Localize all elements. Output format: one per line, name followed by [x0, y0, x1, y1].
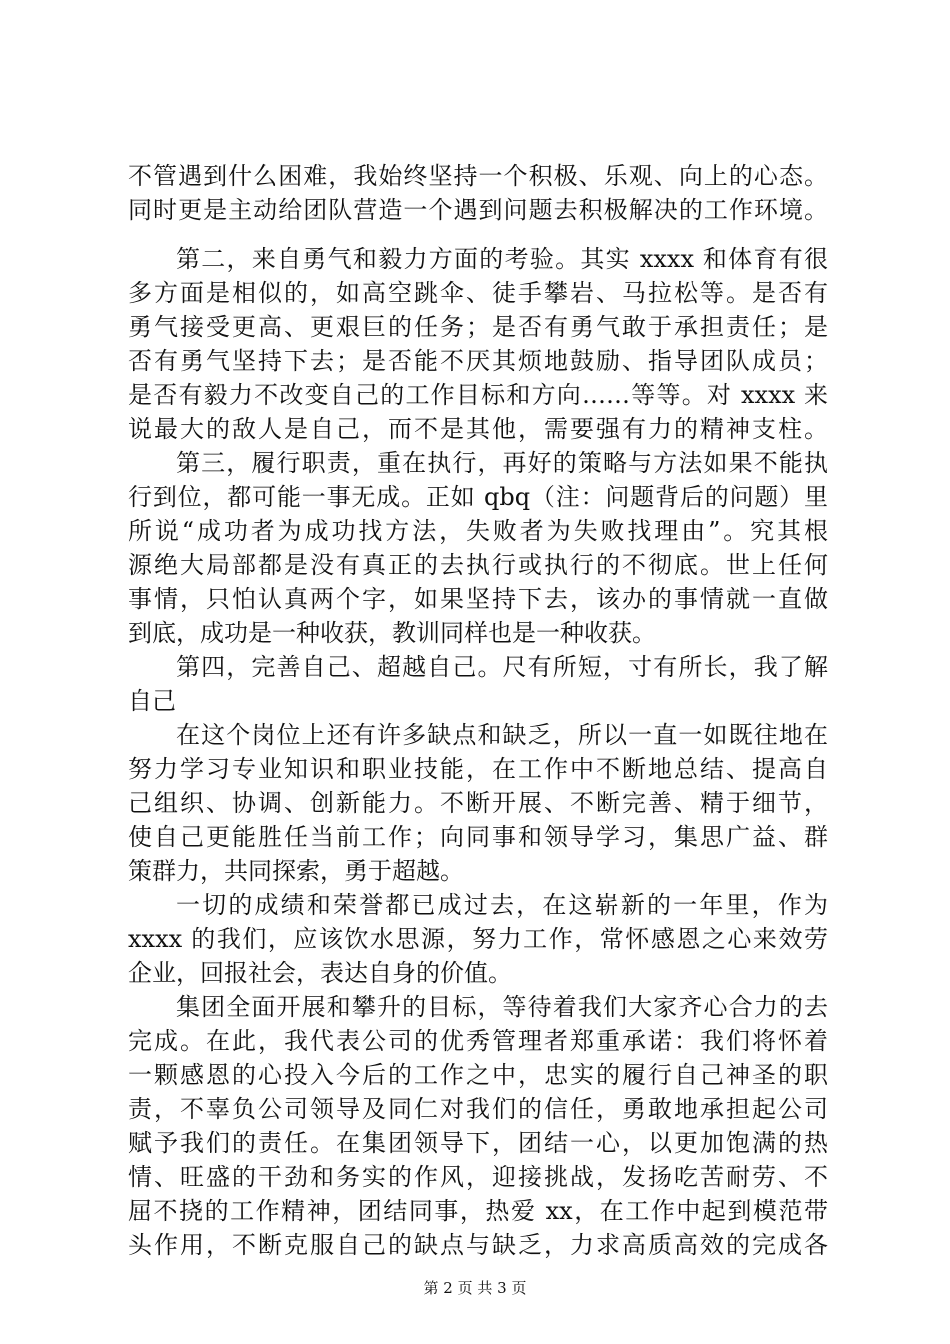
text-line: 说最大的敌人是自己，而不是其他，需要强有力的精神支柱。	[128, 415, 828, 443]
text-line: 第二，来自勇气和毅力方面的考验。其实 xxxx 和体育有很	[176, 245, 828, 273]
text-line: 赋予我们的责任。在集团领导下，团结一心，以更加饱满的热	[128, 1129, 828, 1157]
text-line: 源绝大局部都是没有真正的去执行或执行的不彻底。世上任何	[128, 551, 828, 579]
text-line: 同时更是主动给团队营造一个遇到问题去积极解决的工作环境。	[128, 196, 828, 224]
text-line: 勇气接受更高、更艰巨的任务；是否有勇气敢于承担责任；是	[128, 313, 828, 341]
text-line: 到底，成功是一种收获，教训同样也是一种收获。	[128, 619, 656, 647]
text-line: 所说“成功者为成功找方法，失败者为失败找理由”。究其根	[128, 517, 828, 545]
text-line: 不管遇到什么困难，我始终坚持一个积极、乐观、向上的心态。	[128, 162, 828, 190]
text-line: 是否有毅力不改变自己的工作目标和方向……等等。对 xxxx 来	[128, 381, 828, 409]
text-line: 情、旺盛的干劲和务实的作风，迎接挑战，发扬吃苦耐劳、不	[128, 1163, 828, 1191]
text-line: 屈不挠的工作精神，团结同事，热爱 xx，在工作中起到模范带	[128, 1197, 828, 1225]
text-line: 企业，回报社会，表达自身的价值。	[128, 959, 512, 987]
text-line: 多方面是相似的，如高空跳伞、徒手攀岩、马拉松等。是否有	[128, 279, 828, 307]
text-line: 使自己更能胜任当前工作；向同事和领导学习，集思广益、群	[128, 823, 828, 851]
text-line: 头作用，不断克服自己的缺点与缺乏，力求高质高效的完成各	[128, 1231, 828, 1259]
text-line: 事情，只怕认真两个字，如果坚持下去，该办的事情就一直做	[128, 585, 828, 613]
text-line: 自己	[128, 687, 176, 715]
text-line: 在这个岗位上还有许多缺点和缺乏，所以一直一如既往地在	[176, 721, 828, 749]
text-line: 策群力，共同探索，勇于超越。	[128, 857, 464, 885]
text-line: 一切的成绩和荣誉都已成过去，在这崭新的一年里，作为	[176, 891, 828, 919]
text-line: 第四，完善自己、超越自己。尺有所短，寸有所长，我了解	[176, 653, 828, 681]
text-line: 责，不辜负公司领导及同仁对我们的信任，勇敢地承担起公司	[128, 1095, 828, 1123]
text-line: 否有勇气坚持下去；是否能不厌其烦地鼓励、指导团队成员；	[128, 347, 828, 375]
text-line: 己组织、协调、创新能力。不断开展、不断完善、精于细节，	[128, 789, 828, 817]
text-line: 集团全面开展和攀升的目标，等待着我们大家齐心合力的去	[176, 993, 828, 1021]
text-line: 完成。在此，我代表公司的优秀管理者郑重承诺：我们将怀着	[128, 1027, 828, 1055]
text-line: xxxx 的我们，应该饮水思源，努力工作，常怀感恩之心来效劳	[128, 925, 828, 953]
text-line: 第三，履行职责，重在执行，再好的策略与方法如果不能执	[176, 449, 828, 477]
page-footer: 第 2 页 共 3 页	[423, 1279, 527, 1297]
text-line: 行到位，都可能一事无成。正如 qbq（注：问题背后的问题）里	[128, 483, 828, 511]
text-line: 一颗感恩的心投入今后的工作之中，忠实的履行自己神圣的职	[128, 1061, 828, 1089]
text-line: 努力学习专业知识和职业技能，在工作中不断地总结、提高自	[128, 755, 828, 783]
